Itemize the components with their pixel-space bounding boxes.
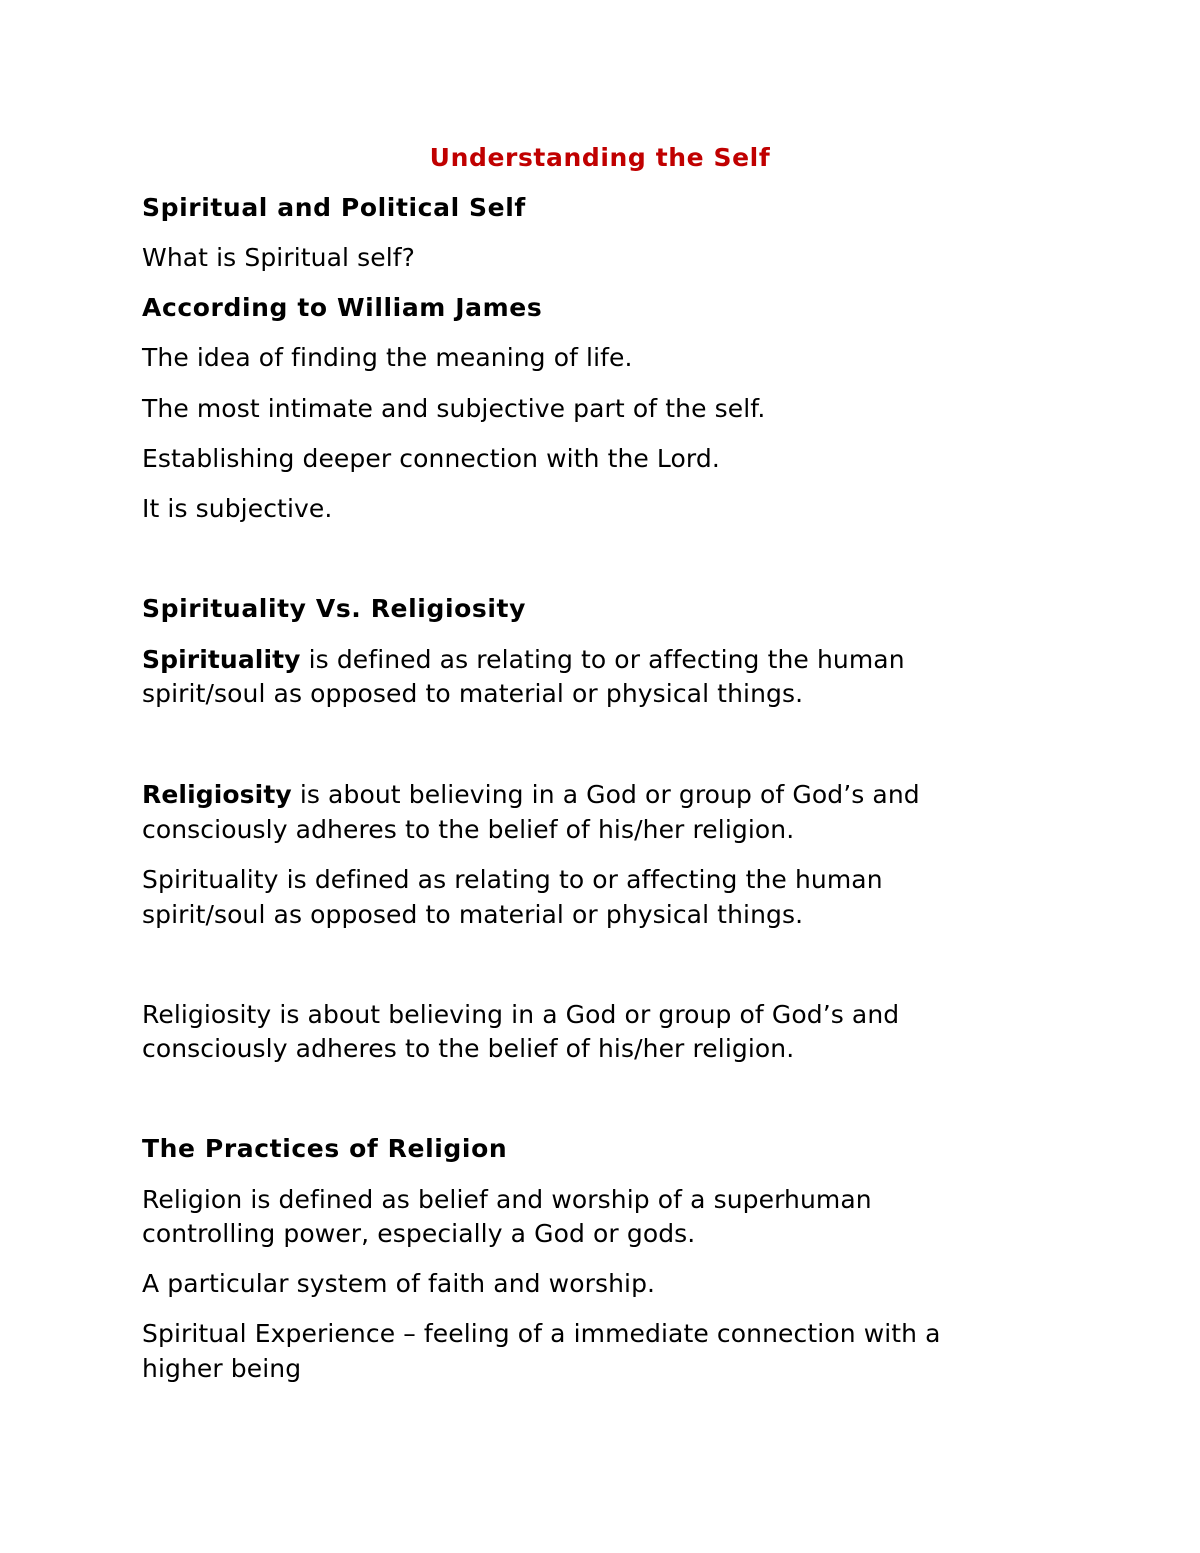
faith-system-text: A particular system of faith and worship. <box>142 1269 656 1298</box>
spirituality-definition-line-2: spirit/soul as opposed to material or physical things. <box>142 679 804 708</box>
spirituality-repeat-line-2: spirit/soul as opposed to material or physical things. <box>142 900 804 929</box>
religiosity-term: Religiosity <box>142 780 292 809</box>
section-heading-spiritual-political-self: Spiritual and Political Self <box>142 193 526 222</box>
spiritual-experience-line-2: higher being <box>142 1354 302 1383</box>
religiosity-repeat-line-2: consciously adheres to the belief of his/her religion. <box>142 1034 795 1063</box>
religiosity-definition-text: is about believing in a God or group of God’s and <box>291 780 920 809</box>
point-4: It is subjective. <box>142 494 333 523</box>
subheading-william-james: According to William James <box>142 293 543 322</box>
question-text: What is Spiritual self? <box>142 243 416 272</box>
spirituality-repeat-line-1: Spirituality is defined as relating to or affecting the human <box>142 865 883 894</box>
point-1: The idea of finding the meaning of life. <box>142 343 633 372</box>
point-3: Establishing deeper connection with the Lord. <box>142 444 720 473</box>
spirituality-term: Spirituality <box>142 645 301 674</box>
section-heading-practices-of-religion: The Practices of Religion <box>142 1134 508 1163</box>
spirituality-definition-text: is defined as relating to or affecting the human <box>300 645 905 674</box>
religion-definition-line-2: controlling power, especially a God or gods. <box>142 1219 696 1248</box>
spirituality-definition-line-1 <box>142 642 905 677</box>
religion-definition-line-1: Religion is defined as belief and worship of a superhuman <box>142 1185 872 1214</box>
document-title: Understanding the Self <box>429 143 771 172</box>
religiosity-definition-line-1 <box>142 777 920 812</box>
point-2: The most intimate and subjective part of the self. <box>142 394 766 423</box>
religiosity-repeat-line-1: Religiosity is about believing in a God or group of God’s and <box>142 1000 900 1029</box>
spiritual-experience-line-1: Spiritual Experience – feeling of a immediate connection with a <box>142 1319 941 1348</box>
section-heading-spirituality-vs-religiosity: Spirituality Vs. Religiosity <box>142 594 526 623</box>
religiosity-definition-line-2: consciously adheres to the belief of his/her religion. <box>142 815 795 844</box>
